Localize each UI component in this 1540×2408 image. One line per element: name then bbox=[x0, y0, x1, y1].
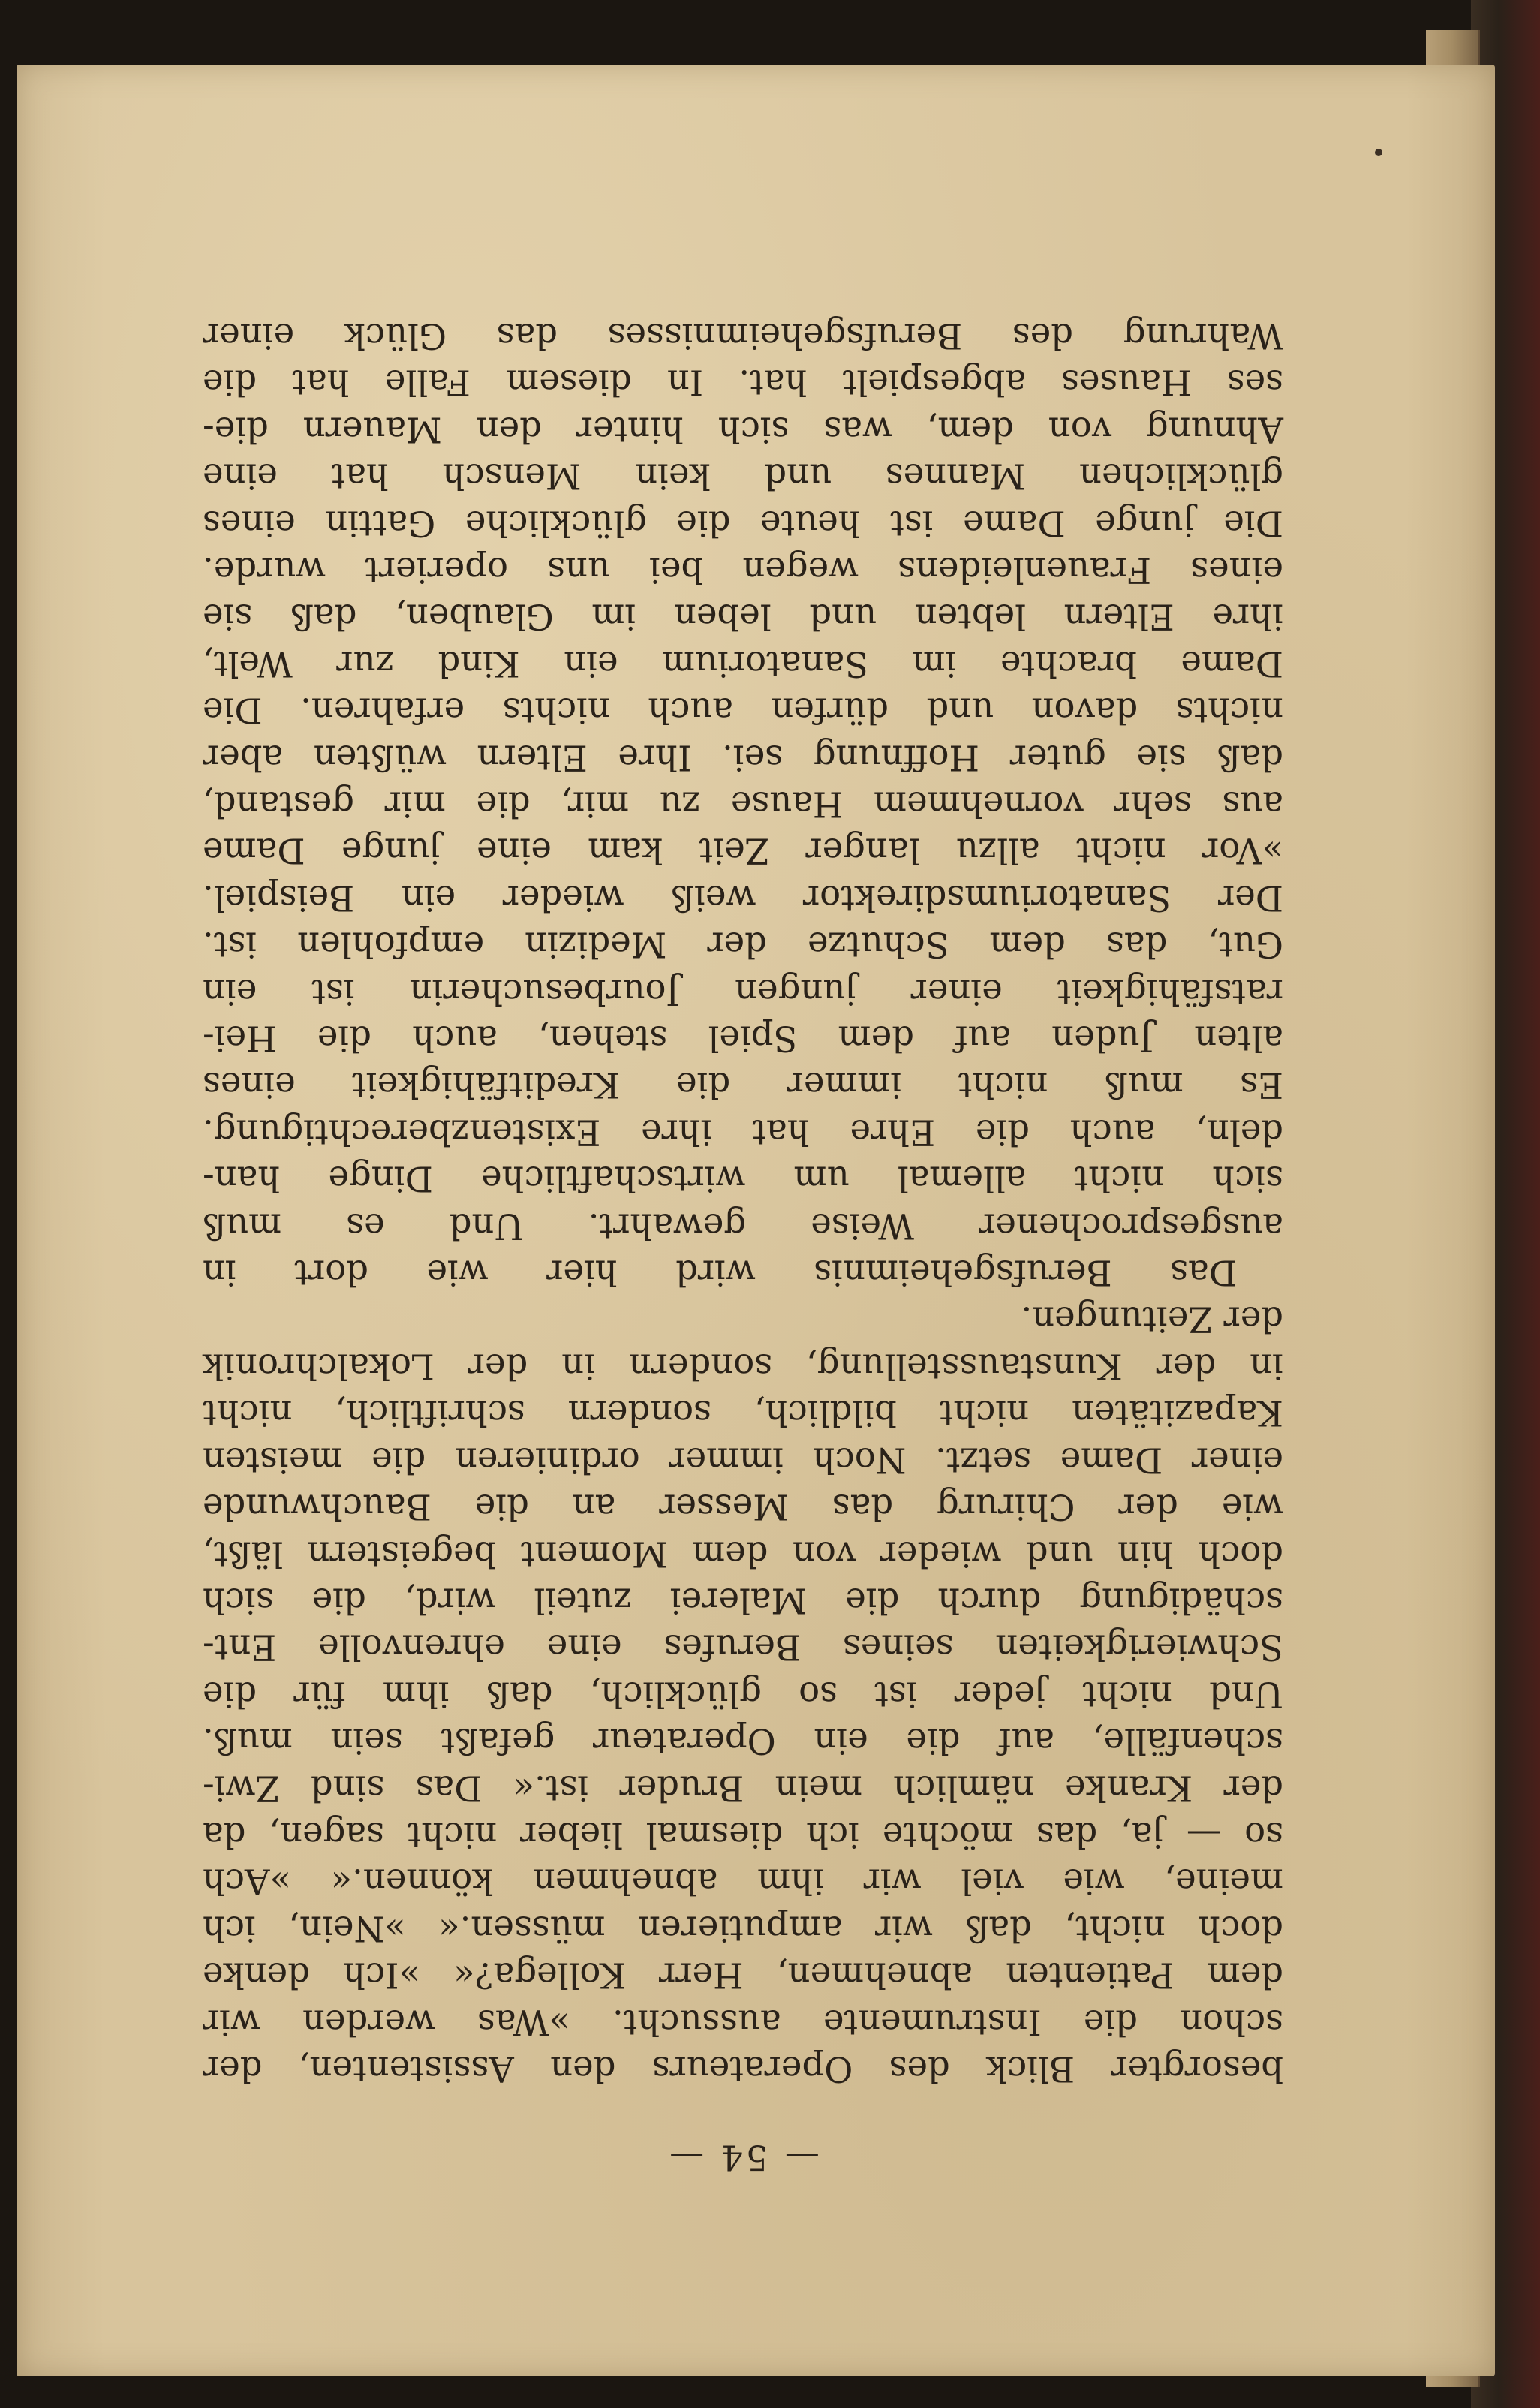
text-line: Der Sanatoriumsdirektor weiß wieder ein Beispiel. bbox=[203, 877, 1283, 919]
text-line: Gut, das dem Schutze der Medizin empfohlen ist. bbox=[203, 924, 1283, 965]
text-line: Kapazitäten nicht bildlich, sondern schriftlich, nicht bbox=[203, 1392, 1283, 1434]
text-line: Es muß nicht immer die Kreditfähigkeit eines bbox=[203, 1064, 1283, 1106]
book-page bbox=[17, 65, 1495, 2376]
text-line: der Kranke nämlich mein Bruder ist.« Das sind Zwi- bbox=[203, 1768, 1283, 1808]
text-line: meine, wie viel wir ihm abnehmen können.« »Ach bbox=[203, 1861, 1283, 1902]
text-line: ratsfähigkeit einer jungen Jourbesucherin ist ein bbox=[203, 971, 1283, 1013]
text-line: eines Frauenleidens wegen bei uns operiert wurde. bbox=[203, 549, 1283, 591]
text-line: wie der Chirurg das Messer an die Bauchwunde bbox=[203, 1486, 1283, 1528]
text-line: deln, auch die Ehre hat ihre Existenzberechtigung. bbox=[203, 1112, 1283, 1153]
text-line: doch nicht, daß wir amputieren müssen.« »Nein, ich bbox=[203, 1908, 1283, 1949]
text-line: glücklichen Mannes und kein Mensch hat eine bbox=[203, 456, 1283, 497]
text-line: sich nicht allemal um wirtschaftliche Dinge han- bbox=[203, 1158, 1283, 1199]
text-line: alten Juden auf dem Spiel stehen, auch die Hei- bbox=[203, 1018, 1283, 1059]
text-line: einer Dame setzt. Noch immer ordinieren die meisten bbox=[203, 1440, 1283, 1481]
text-line: schon die Instrumente aussucht. »Was werden wir bbox=[203, 2002, 1283, 2043]
text-line: ausgesprochener Weise gewahrt. Und es muß bbox=[203, 1206, 1283, 1247]
body-text bbox=[203, 312, 1283, 2092]
text-line: Das Berufsgeheimnis wird hier wie dort in bbox=[203, 1252, 1237, 1293]
text-line: nichts davon und dürfen auch nichts erfahren. Die bbox=[203, 690, 1283, 731]
text-line: so — ja, das möchte ich diesmal lieber nicht sagen, da bbox=[203, 1814, 1283, 1856]
text-line: besorgter Blick des Operateurs den Assistenten, der bbox=[203, 2048, 1283, 2090]
text-line: dem Patienten abnehmen, Herr Kollega?« »Ich denke bbox=[203, 1955, 1283, 1996]
text-line: in der Kunstausstellung, sondern in der Lokalchronik bbox=[203, 1346, 1283, 1387]
text-line: der Zeitungen. bbox=[1021, 1299, 1283, 1340]
text-line: Schwierigkeiten seines Berufes eine ehrenvolle Ent- bbox=[203, 1627, 1283, 1668]
text-line: Die junge Dame ist heute die glückliche Gattin eines bbox=[203, 503, 1283, 544]
text-line: Ahnung von dem, was sich hinter den Mauern die- bbox=[203, 409, 1283, 450]
text-line: Wahrung des Berufsgeheimnisses das Glück einer bbox=[203, 315, 1283, 357]
text-line: Und nicht jeder ist so glücklich, daß ihm für die bbox=[203, 1674, 1283, 1715]
text-line: daß sie guter Hoffnung sei. Ihre Eltern wüßten aber bbox=[203, 737, 1283, 778]
ink-speck bbox=[1375, 149, 1382, 156]
rotated-text-block bbox=[203, 312, 1283, 2178]
text-line: schenfälle, auf die ein Operateur gefaßt sein muß. bbox=[203, 1720, 1283, 1762]
text-line: »Vor nicht allzu langer Zeit kam eine junge Dame bbox=[203, 830, 1283, 871]
text-line: ses Hauses abgespielt hat. In diesem Falle hat die bbox=[203, 362, 1283, 403]
text-line: ihre Eltern lebten und leben im Glauben, daß sie bbox=[203, 596, 1283, 637]
text-line: schädigung durch die Malerei zuteil wird, die sich bbox=[203, 1580, 1283, 1621]
text-line: doch hin und wieder von dem Moment begeistern läßt, bbox=[203, 1533, 1283, 1574]
text-line: aus sehr vornehmem Hause zu mir, die mir gestand, bbox=[203, 784, 1283, 825]
page-number: — 54 — bbox=[666, 2137, 820, 2178]
text-line: Dame brachte im Sanatorium ein Kind zur Welt, bbox=[203, 643, 1283, 685]
